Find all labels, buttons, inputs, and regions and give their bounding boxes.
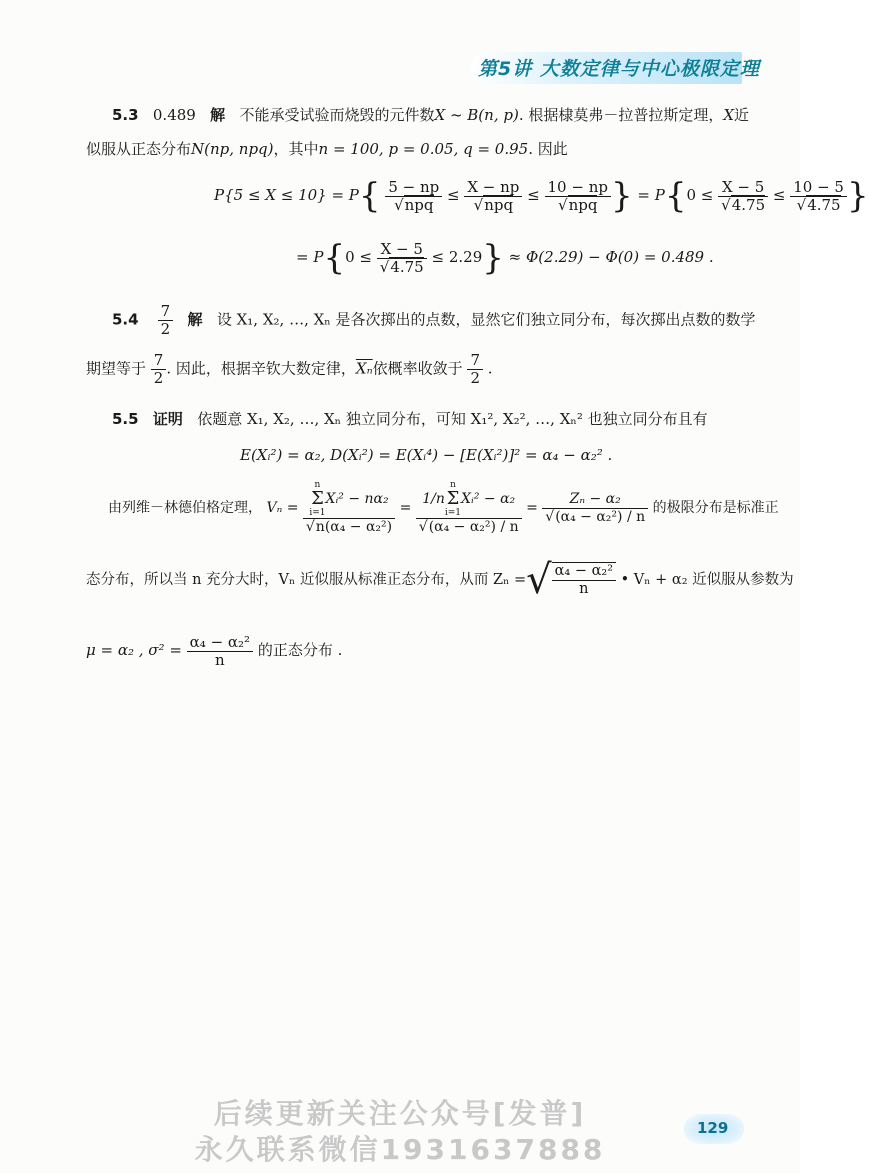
fraction: n Σ i=1Xᵢ² − nα₂ √n(α₄ − α₂²) xyxy=(303,480,395,536)
text: 近 xyxy=(734,106,750,124)
problem-5-3-line1 xyxy=(112,104,749,126)
numerator: α₄ − α₂² xyxy=(552,563,616,581)
numerator: 5 − np xyxy=(385,179,442,197)
formula: Vₙ = xyxy=(266,500,299,516)
text: 设 X₁, X₂, …, Xₙ 是各次掷出的点数，显然它们独立同分布，每次掷出点数的数学 xyxy=(216,310,756,329)
fraction: $\frac{10 - np}{\text{√npq}}$ xyxy=(545,179,611,214)
text: 的极限分布是标准正 xyxy=(652,500,779,516)
fraction xyxy=(151,352,167,387)
denominator: npq xyxy=(568,195,598,214)
sum-top: n xyxy=(450,480,456,490)
formula: N(np, npq) xyxy=(191,140,274,158)
problem-5-4-line2 xyxy=(86,352,493,387)
equation-5-3-b xyxy=(296,240,714,276)
formula: $\overline{X_n}$ xyxy=(355,359,373,378)
prefix: 1/n xyxy=(422,491,445,507)
problem-5-5-line2: 由列维－林德伯格定理， Vₙ = n Σ i=1Xᵢ² − nα₂ √n(α₄ − α₂²) = 1/nn Σ i=1Xᵢ² − α₂ √(α₄ − α₂²) / n = $\frac{\text{Zₙ − α₂}}{\text{√(α₄ − α₂²) / n}}$ 的极限分布是标准正 xyxy=(108,480,779,535)
sum-symbol: n Σ i=1 xyxy=(309,480,326,518)
sum-bottom: i=1 xyxy=(309,508,326,518)
text: ，其中 xyxy=(273,140,319,158)
text: . xyxy=(487,359,493,378)
answer-fraction xyxy=(158,303,174,338)
sum-bottom: i=1 xyxy=(444,508,462,518)
fraction: 1/nn Σ i=1Xᵢ² − α₂ √(α₄ − α₂²) / n xyxy=(416,480,522,536)
eq-tail: ≈ Φ(2.29) − Φ(0) = 0.489 . xyxy=(508,248,714,266)
fraction: $\frac{10 - 5}{√4.75}$ xyxy=(790,179,847,214)
problem-5-5-line4 xyxy=(86,630,342,670)
text: 依概率收敛于 xyxy=(372,359,463,378)
fraction xyxy=(187,634,253,669)
text: • Vₙ + α₂ 近似服从参数为 xyxy=(620,572,794,588)
fraction xyxy=(552,562,616,598)
denominator: 2 xyxy=(470,369,480,387)
fraction: $\frac{X - 5}{√4.75}$ xyxy=(377,241,427,276)
formula: E(Xᵢ²) = α₂, D(Xᵢ²) = E(Xᵢ⁴) − [E(Xᵢ²)]² = α₄ − α₂² . xyxy=(240,446,613,464)
answer: 0.489 xyxy=(152,106,196,124)
numerator: Xᵢ² − α₂ xyxy=(461,491,516,507)
equation-5-3-a: P{5 ≤ X ≤ 10} = P{ $\frac{5 - np}{\text{√npq}}$ ≤ $\frac{X - np}{\text{√npq}}$ ≤ $\frac{10 - np}{\text{√npq}}$ } = P{0 ≤ $\frac{X - 5}{√4.75}$ ≤ $\frac{10 - 5}{√4.75}$ } xyxy=(214,176,869,216)
problem-5-3-line2 xyxy=(86,138,568,160)
denominator: n xyxy=(215,650,225,669)
brace: { xyxy=(323,238,346,278)
numerator: X − np xyxy=(464,179,522,197)
watermark-line-1: 后续更新关注公众号[发普] xyxy=(213,1097,587,1130)
sqrt-symbol: √ xyxy=(526,557,552,603)
numerator: α₄ − α₂² xyxy=(187,634,253,652)
text: 态分布，所以当 n 充分大时，Vₙ 近似服从标准正态分布，从而 Zₙ = xyxy=(86,572,527,588)
denominator: (α₄ − α₂²) / n xyxy=(555,508,646,525)
numerator: 7 xyxy=(158,303,174,321)
brace: { xyxy=(358,176,381,216)
brace: { xyxy=(664,176,687,216)
formula: X ~ B(n, p) xyxy=(434,106,519,124)
numerator: 10 − np xyxy=(545,179,611,197)
text: 由列维－林德伯格定理， xyxy=(108,500,262,516)
fraction: $\frac{X - np}{\text{√npq}}$ xyxy=(464,179,522,214)
denominator: npq xyxy=(484,195,514,214)
brace: } xyxy=(846,176,869,216)
denominator: 4.75 xyxy=(390,257,424,276)
denominator: (α₄ − α₂²) / n xyxy=(428,519,519,535)
brace: } xyxy=(482,238,504,278)
numerator: X − 5 xyxy=(377,241,427,259)
denominator: npq xyxy=(404,195,434,214)
denominator: 4.75 xyxy=(731,195,766,214)
chapter-header: 第5讲 大数定律与中心极限定理 xyxy=(478,58,760,80)
formula: μ = α₂ , σ² = xyxy=(86,641,182,659)
denominator: 2 xyxy=(160,320,171,338)
problem-number: 5.5 xyxy=(112,410,139,428)
problem-5-5-line1 xyxy=(112,408,708,430)
denominator: 2 xyxy=(153,369,164,387)
denominator: n(α₄ − α₂²) xyxy=(315,519,393,535)
numerator: X − 5 xyxy=(718,179,768,197)
text: . 根据棣莫弗－拉普拉斯定理， xyxy=(518,106,724,124)
text: 似服从正态分布 xyxy=(86,140,192,158)
numerator: 7 xyxy=(467,352,483,370)
sum-symbol: n Σ i=1 xyxy=(444,480,462,518)
fraction: $\frac{\text{Zₙ − α₂}}{\text{√(α₄ − α₂²) / n}}$ xyxy=(542,491,648,526)
text: . 因此 xyxy=(528,140,568,158)
equation-5-5-a xyxy=(240,444,612,466)
denominator: 4.75 xyxy=(807,195,841,214)
eq-part: ≤ 2.29 xyxy=(431,248,483,266)
watermark-line-2: 永久联系微信1931637888 xyxy=(194,1133,606,1166)
text: 不能承受试验而烧毁的元件数 xyxy=(239,106,435,124)
numerator: 10 − 5 xyxy=(790,179,847,197)
solution-label: 解 xyxy=(187,310,203,329)
problem-5-4-line1 xyxy=(112,303,756,338)
eq-left: P{5 ≤ X ≤ 10} = P xyxy=(214,186,359,204)
eq-part: 0 ≤ xyxy=(686,186,714,204)
formula: X xyxy=(723,106,735,124)
formula: n = 100, p = 0.05, q = 0.95 xyxy=(318,140,529,158)
numerator: Xᵢ² − nα₂ xyxy=(325,491,389,507)
fraction: $\frac{X - 5}{√4.75}$ xyxy=(718,179,768,214)
proof-label: 证明 xyxy=(152,410,183,428)
eq-mid: = P xyxy=(637,186,665,204)
text: 的正态分布 . xyxy=(257,641,343,659)
eq-part: 0 ≤ xyxy=(345,248,372,266)
solution-label: 解 xyxy=(210,106,226,124)
problem-number: 5.4 xyxy=(112,310,139,329)
eq-left: = P xyxy=(296,248,324,266)
text: 期望等于 xyxy=(86,359,147,378)
problem-5-5-line3 xyxy=(86,558,794,602)
numerator: 7 xyxy=(151,352,167,370)
fraction: $\frac{5 - np}{\text{√npq}}$ xyxy=(385,179,442,214)
text: 依题意 X₁, X₂, …, Xₙ 独立同分布，可知 X₁², X₂², …, Xₙ² 也独立同分布且有 xyxy=(197,410,708,428)
fraction xyxy=(467,352,483,387)
brace: } xyxy=(610,176,633,216)
numerator: Zₙ − α₂ xyxy=(569,490,621,507)
page-number: 129 xyxy=(697,1119,729,1137)
denominator: n xyxy=(579,581,589,597)
problem-number: 5.3 xyxy=(112,106,139,124)
text: . 因此，根据辛钦大数定律， xyxy=(166,359,356,378)
sum-top: n xyxy=(314,480,321,490)
